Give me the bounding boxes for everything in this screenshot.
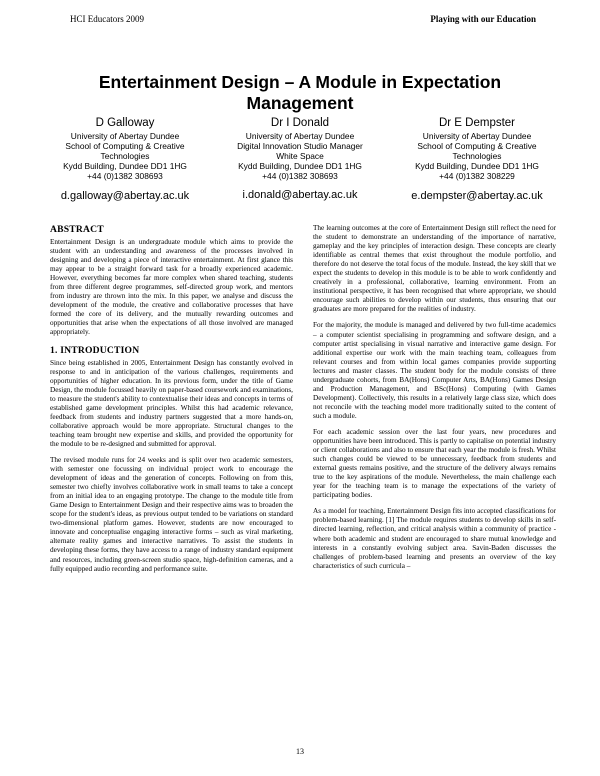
abstract-heading: ABSTRACT — [50, 224, 104, 235]
author-affiliation-line: Kydd Building, Dundee DD1 1HG — [63, 161, 187, 171]
author-name: D Galloway — [95, 117, 155, 129]
author-2 — [215, 117, 385, 202]
author-name: Dr I Donald — [270, 117, 330, 129]
author-affiliation-line: University of Abertay Dundee — [245, 131, 355, 141]
author-email[interactable]: i.donald@abertay.ac.uk — [242, 189, 358, 201]
abstract-text: Entertainment Design is an undergraduate module which aims to provide the student with an understanding and awareness of the processes involved in designing and developing a piece of interactive entertainment. At first glance this may appear to be a straight forward task for a broadly experienced academic. However, everything becomes far more complex when shared teaching, students from three different degree programmes, self-directed group work, and mentors from industry are thrown into the mix. In this paper, we analyse and discuss the development of the module, the creative and collaborative processes that have formed the core of its delivery, and the mutually rewarding outcomes and opportunities that arise when the expectations of all those involved are managed appropriately. — [50, 238, 293, 337]
author-affiliation-line: Kydd Building, Dundee DD1 1HG — [238, 161, 362, 171]
author-1 — [40, 117, 210, 203]
author-affiliation-line: +44 (0)1382 308693 — [87, 171, 163, 181]
author-affiliation-line: University of Abertay Dundee — [70, 131, 180, 141]
author-block — [60, 117, 543, 202]
body-paragraph: For the majority, the module is managed and delivered by two full-time academics – a computer scientist specialising in programming and software design, and a computer artist specialising in visual narrative and interactive game design. For additional expertise our work with the main teaching team, colleagues from relevant courses and from within local games companies provide supporting lectures and master classes. The student body for the module consists of three undergraduate cohorts, from BA(Hons) Computer Arts, BA(Hons) Games Design and Production Management, and BSc(Hons) Computing (with Games Development). Collectively, this results in a relatively large class size, which does not reconcile with the teaching model more traditionally suited to the content of such a module. — [313, 321, 556, 420]
author-affiliation-line: +44 (0)1382 308229 — [439, 171, 515, 181]
author-affiliation-line: Digital Innovation Studio Manager — [237, 141, 363, 151]
author-name: Dr E Dempster — [438, 117, 516, 129]
introduction-heading: 1. INTRODUCTION — [50, 344, 140, 356]
author-affiliation-line: +44 (0)1382 308693 — [262, 171, 338, 181]
body-paragraph: For each academic session over the last four years, new procedures and opportunities have been introduced. This is partly to capitalise on potential industry or client collaborations and also to ensure that each year the module is fresh. Whilst such changes could be viewed to be unnecessary, feedback from students and external guests remains positive, and the structure of the delivery always remains true to the key aspirations of the module. Nevertheless, the main challenge each year for the teaching team is to manage the expectations of the variety of participating bodies. — [313, 427, 556, 500]
author-3 — [392, 117, 562, 203]
author-affiliation-line: Kydd Building, Dundee DD1 1HG — [415, 161, 539, 171]
author-affiliation-line: White Space — [276, 151, 324, 161]
left-column — [50, 224, 293, 581]
author-affiliation-line: School of Computing & Creative Technologies — [417, 141, 537, 161]
author-affiliation-line: School of Computing & Creative Technologies — [65, 141, 185, 161]
author-email[interactable]: d.galloway@abertay.ac.uk — [60, 190, 190, 202]
running-header-left: HCI Educators 2009 — [70, 14, 144, 24]
page-number: 13 — [296, 747, 304, 756]
author-affiliation-line: University of Abertay Dundee — [422, 131, 532, 141]
body-paragraph: As a model for teaching, Entertainment Design fits into accepted classifications for problem-based learning. [1] The module requires students to develop skills in self-directed learning, reflection, and critical analysis within a community of practice - where both academic and student are encouraged to share mutual knowledge and interests in a constantly evolving subject area. Savin-Baden discusses the challenges of problem-based learning and presents an overview of the key characteristics of such curricula – — [313, 507, 556, 570]
body-paragraph: The learning outcomes at the core of Entertainment Design still reflect the need for the student to demonstrate an understanding of the importance of narrative, gameplay and the key principles of interaction design. These concepts are clearly identifiable as central themes that exist throughout the module portfolio, and therefore do not deserve the total focus of the module. Instead, the key skill that we expect the students to develop in this module is to be able to work confidently and creatively in a professional, collaborative, learning environment. From an institutional perspective, it has been recognised that where appropriate, we should encourage such abilities to develop within our students, thus ensuring that our graduates are more prepared for the realities of industry. — [313, 224, 556, 314]
body-paragraph: The revised module runs for 24 weeks and is split over two academic semesters, with semester one focussing on individual project work to encourage the development of ideas and the generation of concepts. Following on from this, semester two chiefly involves collaborative work in small teams to take a concept from an initial idea to an engaging prototype. The change to the module title from Game Design to Entertainment Design and their respective aims was to broaden the scope for the student's ideas, as previous output tended to be variations on standard two-dimensional platform games. However, students are now encouraged to innovate and conceptualise engaging interactive forms – such as viral marketing, alternate reality games and interactive narratives. To assist the students in developing these forms, they have access to a range of industry standard equipment and resources, including green-screen studio space, high-definition cameras, and a fully equipped audio recording and performance suite. — [50, 455, 293, 573]
right-column — [313, 224, 556, 578]
body-paragraph: Since being established in 2005, Entertainment Design has constantly evolved in response to and in anticipation of the various challenges, requirements and opportunities of higher education. In its previous form, under the title of Game Design, the module focussed heavily on paper-based coursework and examinations, to measure the student's ability to contextualise their ideas and concepts in terms of established game development principles. Whilst this had academic relevance, feedback from students and industry partners suggested that a more hands-on, collaborative approach would be more appropriate. Structural changes to the teaching team brought new expertise and skills, and provided the opportunity for the module to be re-designed and submitted for approval. — [50, 358, 293, 448]
author-email[interactable]: e.dempster@abertay.ac.uk — [411, 190, 543, 202]
paper-title: Entertainment Design – A Module in Expectation Management — [98, 72, 502, 113]
running-header-right: Playing with our Education — [430, 14, 536, 24]
